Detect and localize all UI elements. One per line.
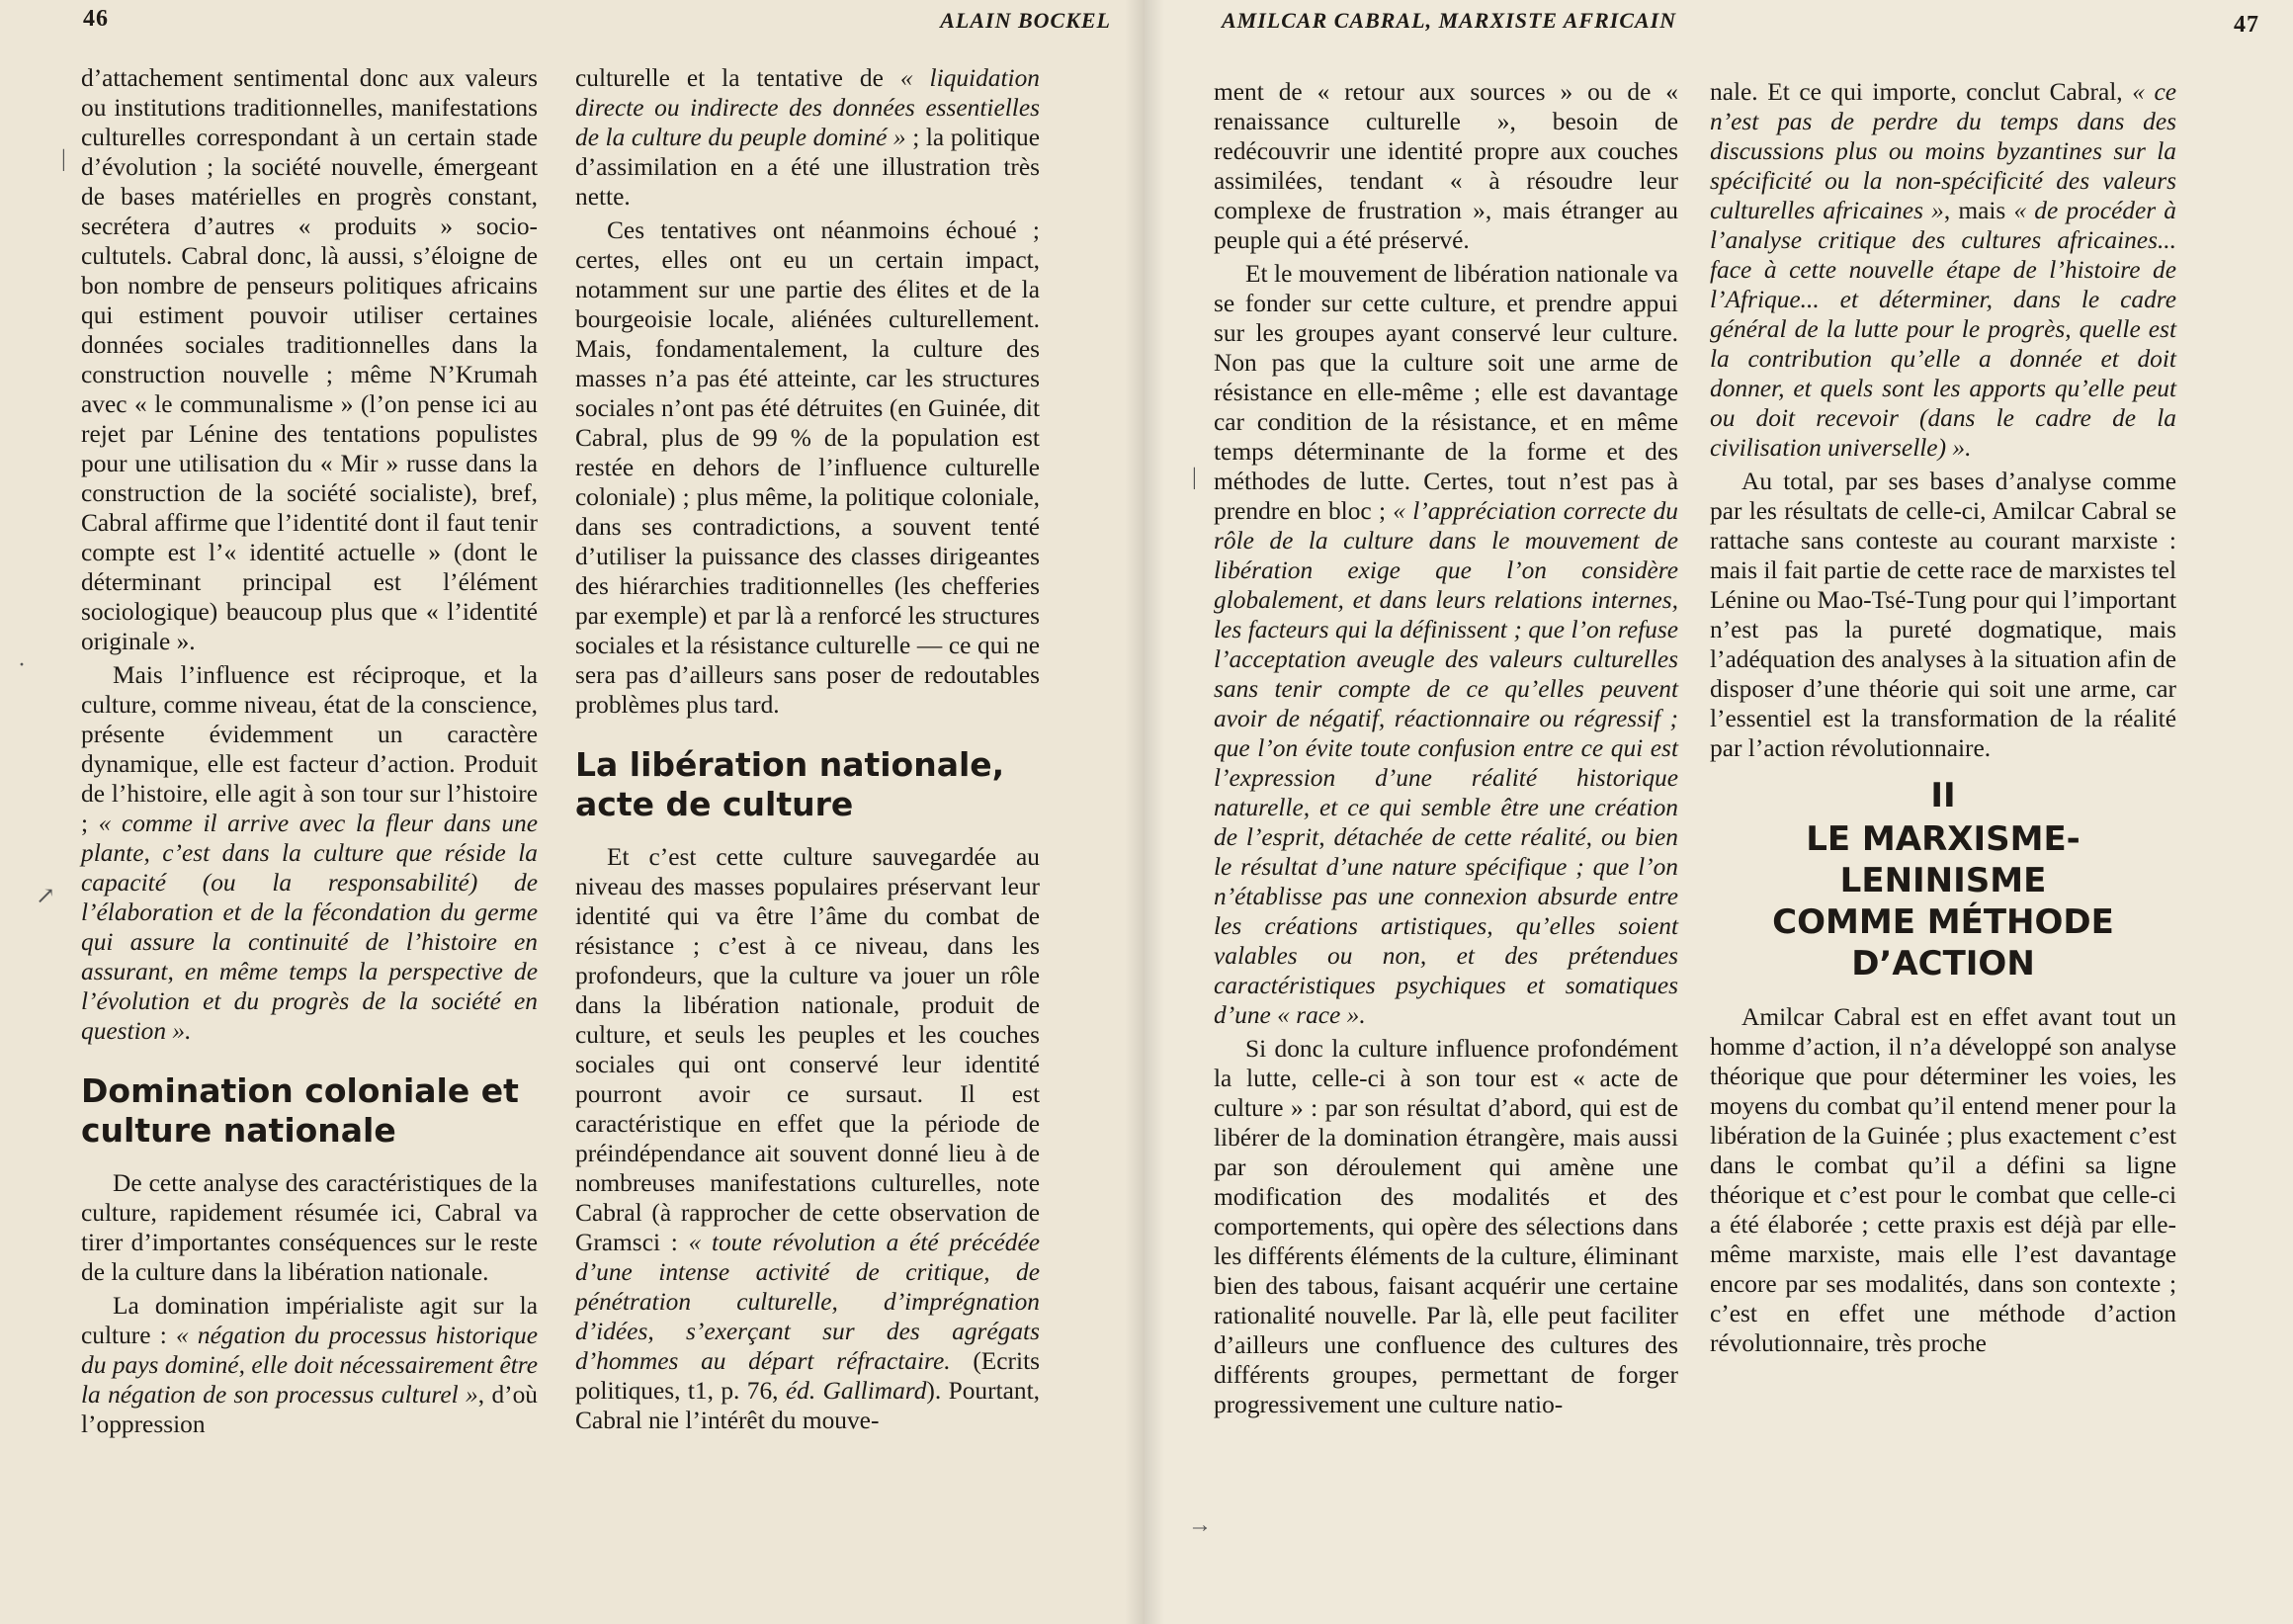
quote-span: « ce n’est pas de perdre du temps dans des discussions plus ou moins byzantines sur la spécificité ou la non-spécificité des valeurs culturelles africaines » [1710, 78, 2176, 224]
text-span: ; la politique d’assimilation en a été une illustration très nette. [575, 124, 1040, 211]
paragraph: Amilcar Cabral est en effet avant tout un homme d’action, il n’a développé son analyse théorique que pour déterminer les voies, les moyens du combat qu’il entend mener pour la libération de la Guinée ; plus exactement c’est dans le combat qu’il a défini sa ligne théorique et c’est pour le combat que celle-ci a été élaborée ; cette praxis est déjà par elle-même marxiste, mais elle l’est davantage encore par ses modalités, dans son contexte ; c’est en effet une méthode d’action révolutionnaire, très proche [1710, 1003, 2176, 1357]
text-span: nale. Et ce qui importe, conclut Cabral, [1710, 78, 2133, 106]
right-page-column-1 [1214, 77, 1678, 1419]
quote-span: « liquidation directe ou indirecte des données essentielles de la culture du peuple dominé » [575, 64, 1040, 151]
left-page-column-1 [81, 63, 538, 1439]
paragraph: ment de « retour aux sources » ou de « renaissance culturelle », besoin de redécouvrir une identité propre aux couches assimilées, tendant « à résoudre leur complexe de frustration », mais étranger au peuple qui a été préservé. [1214, 78, 1678, 254]
section-number: II [1930, 776, 1956, 815]
running-head-right: AMILCAR CABRAL, MARXISTE AFRICAIN [1222, 8, 1677, 33]
section-heading-domination: Domination coloniale et culture nationale [81, 1071, 519, 1150]
section-heading-liberation: La libération nationale, acte de culture [575, 745, 1005, 823]
paragraph: Ces tentatives ont néanmoins échoué ; certes, elles ont eu un certain impact, notamment sur une partie des élites et de la bourgeoisie locale, aliénées culturellement. Mais, fondamentalement, la culture des masses n’a pas été atteinte, car les structures sociales n’ont pas été détruites (en Guinée, dit Cabral, plus de 99 % de la population est restée en dehors de l’influence culturelle coloniale) ; plus même, la politique coloniale, dans ses contradictions, a souvent tenté d’utiliser la puissance des classes dirigeantes des hiérarchies traditionnelles (les chefferies par exemple) et par là a renforcé les structures sociales et la résistance culturelle — ce qui ne sera pas d’ailleurs sans poser de redoutables problèmes plus tard. [575, 216, 1040, 719]
text-span: , d’où l’oppression [81, 1381, 538, 1438]
page-number-left: 46 [83, 6, 109, 32]
left-page [0, 0, 1145, 1624]
heading-line: COMME MÉTHODE [1772, 902, 2114, 942]
text-span: culturelle et la tentative de [575, 64, 900, 92]
paragraph [575, 63, 1040, 212]
section-heading-marxisme [1710, 818, 2176, 984]
paragraph: d’attachement sentimental donc aux valeurs ou institutions traditionnelles, manifestations culturelles correspondant à un certain stade d’évolution ; la société nouvelle, émergeant de bases matérielles en progrès constant, secrétera d’autres « produits » socio-cultutels. Cabral donc, là aussi, s’éloigne de bon nombre de penseurs politiques africains qui estiment pouvoir utiliser certaines données sociales traditionnelles dans la construction nouvelle ; même N’Krumah avec « le communalisme » (l’on pense ici au rejet par Lénine des tentations populistes pour une utilisation du « Mir » russe dans la construction de la société socialiste), bref, Cabral affirme que l’identité dont il faut tenir compte est l’« identité actuelle » (dont le déterminant principal est l’élément sociologique) beaucoup plus que « l’identité originale ». [81, 64, 538, 655]
quote-span: « l’appréciation correcte du rôle de la culture dans le mouvement de libération exige que l’on considère globalement, et dans leurs relations internes, les facteurs qui la définissent ; que l’on refuse l’acceptation aveugle des valeurs culturelles sans tenir compte de ce qu’elles peuvent avoir de négatif, réactionnaire ou régressif ; que l’on évite toute confusion entre ce qui est l’expression d’une réalité historique naturelle, et ce qui semble être une création de l’esprit, détachée de cette réalité, ou bien le résultat d’une nature spécifique ; que l’on n’établisse pas une connexion absurde entre les créations artistiques, qu’elles soient valables ou non, et des prétendues caractéristiques psychiques et somatiques d’une « race ». [1214, 497, 1678, 1029]
pencil-mark: → [1188, 1512, 1212, 1538]
quote-span: « comme il arrive avec la fleur dans une plante, c’est dans la culture que réside la capacité (ou la responsabilité) de l’élaboration et de la fécondation du germe qui assure la continuité de l’histoire en assurant, en même temps la perspective de l’évolution et du progrès de la société en question ». [81, 810, 538, 1045]
left-page-header [83, 6, 1111, 45]
heading-line: LE MARXISME-LENINISME [1806, 819, 2081, 900]
left-page-column-2 [575, 63, 1040, 1435]
paragraph [575, 842, 1040, 1435]
text-span: (Ecrits politiques, t1, p. 76, [575, 1347, 1041, 1405]
book-gutter [1125, 0, 1164, 1624]
paragraph: Si donc la culture influence profondément la lutte, celle-ci à son tour est « acte de culture » : par son résultat d’abord, qui est de libérer de la domination étrangère, mais aussi par son déroulement qui amène une modification des modalités et des comportements, qui opère des sélections dans les différents éléments de la culture, éliminant bien des tabous, faisant acquérir une certaine rationalité nouvelle. Par là, elle peut faciliter d’ailleurs une confluence des cultures des différents groupes, permettant de forger progressivement une culture natio- [1214, 1035, 1678, 1418]
pencil-mark: | [61, 146, 66, 172]
quote-span: « toute révolution a été précédée d’une intense activité de critique, de pénétration culturelle, d’imprégnation d’idées, s’exerçant sur des agrégats d’hommes au départ réfractaire. [575, 1229, 1041, 1375]
text-span: Et le mouvement de libération nationale va se fonder sur cette culture, et prendre appui sur les groupes ayant conservé leur culture. Non pas que la culture soit une arme de résistance en elle-même ; elle est davantage car condition de la résistance, et en même temps déterminante de la forme et des méthodes de lutte. Certes, tout n’est pas à prendre en bloc ; [1214, 260, 1678, 525]
paragraph [1214, 259, 1678, 1030]
right-page [1145, 0, 2293, 1624]
pencil-mark: | [1192, 465, 1197, 490]
text-span: Mais l’influence est réciproque, et la culture, comme niveau, état de la conscience, présente évidemment un caractère dynamique, elle est facteur d’action. Produit de l’histoire, elle agit à son tour sur l’histoire ; [81, 661, 538, 837]
pencil-mark: ↗ [36, 884, 56, 909]
paragraph [81, 1291, 538, 1439]
page-number-right: 47 [2234, 12, 2259, 38]
right-page-column-2 [1710, 77, 2176, 1358]
pencil-mark: · [18, 652, 26, 678]
paragraph: Au total, par ses bases d’analyse comme par les résultats de celle-ci, Amilcar Cabral se rattache sans conteste au courant marxiste : mais il fait partie de cette race de marxistes tel Lénine ou Mao-Tsé-Tung pour qui l’important n’est pas la pureté dogmatique, mais l’adéquation des analyses à la situation afin de disposer d’une théorie qui soit une arme, car l’essentiel est la transformation de la réalité par l’action révolutionnaire. [1710, 468, 2176, 762]
quote-span: « de procéder à l’analyse critique des cultures africaines... face à cette nouvelle étape de l’histoire de l’Afrique... et déterminer, dans le cadre général de la lutte pour le progrès, quelle est la contribution qu’elle a donnée et doit donner, et quels sont les apports qu’elle peut ou doit recevoir (dans le cadre de la civilisation universelle) ». [1710, 197, 2176, 462]
running-head-left: ALAIN BOCKEL [940, 8, 1111, 33]
paragraph [81, 660, 538, 1046]
text-span: , mais [1943, 197, 2014, 224]
text-span: La domination impérialiste agit sur la culture : [81, 1292, 538, 1349]
paragraph [1710, 77, 2176, 463]
heading-line: D’ACTION [1851, 944, 2035, 983]
quote-span: « négation du processus historique du pays dominé, elle doit nécessairement être la négation de son processus culturel » [81, 1322, 539, 1409]
text-span: Et c’est cette culture sauvegardée au niveau des masses populaires préservant leur identité qui va être l’âme du combat de résistance ; c’est à ce niveau, dans les profondeurs, que la culture va jouer un rôle dans la libération nationale, produit de culture, et seuls les peuples et les couches sociales qui ont conservé leur identité pourront avoir ce sursaut. Il est caractéristique en effet que la période de préindépendance ait souvent donné lieu à de nombreuses manifestations culturelles, note Cabral (à rapprocher de cette observation de Gramsci : [575, 843, 1040, 1256]
paragraph: De cette analyse des caractéristiques de la culture, rapidement résumée ici, Cabral va tirer d’importantes conséquences sur le reste de la culture dans la libération nationale. [81, 1169, 538, 1286]
text-span: ). Pourtant, Cabral nie l’intérêt du mouve- [575, 1377, 1040, 1434]
right-page-header [1222, 6, 2259, 45]
publisher-span: éd. Gallimard [785, 1377, 927, 1405]
